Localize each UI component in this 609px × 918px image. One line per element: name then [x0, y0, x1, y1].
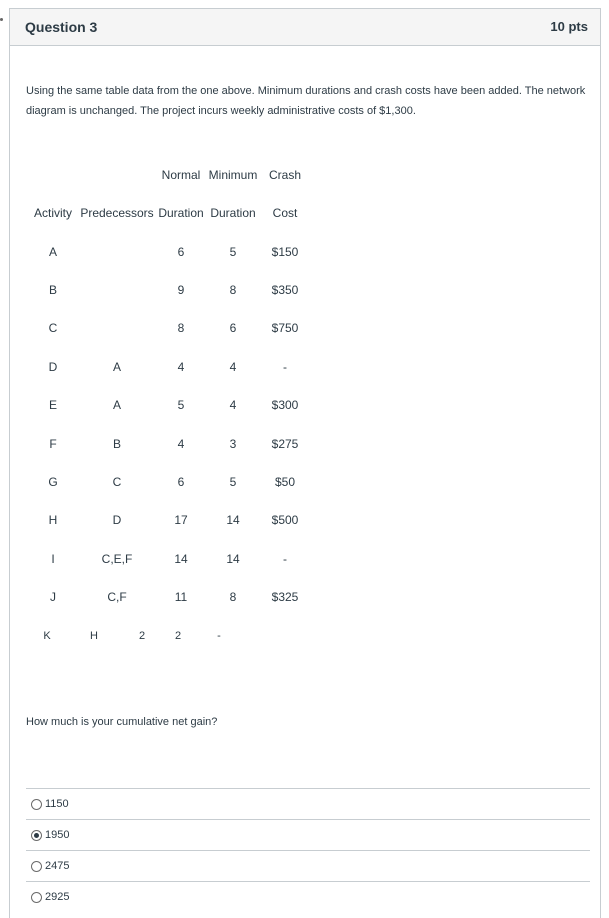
table-cell-predecessors: C,F [107, 590, 127, 604]
table-cell-activity: D [48, 360, 58, 374]
table-header-top: Minimum [208, 168, 258, 182]
table-cell-crash-cost: - [217, 630, 221, 642]
table-cell-normal-duration: 4 [177, 360, 185, 374]
table-cell-predecessors: C [112, 475, 122, 489]
table-header: Duration [158, 206, 204, 220]
radio-icon[interactable] [31, 892, 42, 903]
question-title: Question 3 [25, 19, 98, 35]
table-cell-normal-duration: 5 [177, 398, 185, 412]
table-cell-minimum-duration: 14 [226, 513, 240, 527]
radio-icon[interactable] [31, 861, 42, 872]
table-cell-crash-cost: $750 [271, 321, 299, 335]
table-cell-predecessors: H [90, 630, 98, 642]
table-header: Cost [272, 206, 298, 220]
table-cell-minimum-duration: 8 [229, 590, 237, 604]
table-cell-predecessors: A [112, 398, 122, 412]
answer-option[interactable] [26, 881, 590, 912]
question-prompt: How much is your cumulative net gain? [26, 716, 218, 728]
table-cell-normal-duration: 2 [138, 630, 146, 642]
answer-label: 1950 [45, 829, 70, 841]
table-cell-normal-duration: 17 [174, 513, 188, 527]
table-cell-normal-duration: 9 [177, 283, 185, 297]
table-cell-normal-duration: 6 [177, 475, 185, 489]
table-cell-activity: G [48, 475, 58, 489]
table-cell-crash-cost: $275 [271, 437, 299, 451]
table-header-top: Crash [268, 168, 302, 182]
table-header: Duration [210, 206, 256, 220]
table-cell-crash-cost: $325 [271, 590, 299, 604]
table-cell-normal-duration: 4 [177, 437, 185, 451]
answer-list [26, 788, 590, 912]
table-cell-crash-cost: $300 [271, 398, 299, 412]
table-cell-crash-cost: $50 [274, 475, 296, 489]
answer-label: 2475 [45, 860, 70, 872]
table-cell-activity: I [51, 552, 55, 566]
table-cell-crash-cost: - [283, 552, 287, 566]
table-cell-normal-duration: 11 [174, 590, 188, 604]
edge-marker [0, 18, 3, 21]
table-cell-minimum-duration: 14 [226, 552, 240, 566]
table-cell-activity: A [48, 245, 58, 259]
table-cell-predecessors: C,E,F [101, 552, 133, 566]
table-header-top: Normal [161, 168, 201, 182]
table-cell-minimum-duration: 8 [229, 283, 237, 297]
table-cell-crash-cost: $350 [271, 283, 299, 297]
table-cell-normal-duration: 8 [177, 321, 185, 335]
table-header: Predecessors [80, 206, 154, 220]
table-cell-minimum-duration: 5 [229, 475, 237, 489]
table-cell-minimum-duration: 4 [229, 360, 237, 374]
answer-label: 2925 [45, 891, 70, 903]
table-cell-activity: F [49, 437, 57, 451]
table-cell-minimum-duration: 5 [229, 245, 237, 259]
table-cell-activity: H [48, 513, 58, 527]
answer-option[interactable] [26, 788, 590, 819]
question-card [9, 8, 601, 918]
table-cell-minimum-duration: 4 [229, 398, 237, 412]
table-cell-minimum-duration: 2 [174, 630, 182, 642]
answer-option[interactable] [26, 819, 590, 850]
table-cell-normal-duration: 6 [177, 245, 185, 259]
table-cell-predecessors: A [112, 360, 122, 374]
table-cell-crash-cost: - [283, 360, 287, 374]
table-header: Activity [33, 206, 73, 220]
table-cell-activity: E [48, 398, 58, 412]
table-cell-predecessors: D [112, 513, 122, 527]
radio-selected-icon[interactable] [31, 830, 42, 841]
table-cell-activity: K [43, 630, 51, 642]
table-cell-crash-cost: $500 [271, 513, 299, 527]
answer-option[interactable] [26, 850, 590, 881]
table-cell-activity: B [48, 283, 58, 297]
activity-table [10, 9, 609, 709]
question-intro: Using the same table data from the one above. Minimum durations and crash costs have been added. The network diagram is unchanged. The project incurs weekly administrative costs of $1,300. [26, 85, 586, 117]
answer-label: 1150 [45, 798, 69, 810]
question-points: 10 pts [550, 19, 588, 34]
table-cell-activity: C [48, 321, 58, 335]
table-cell-minimum-duration: 6 [229, 321, 237, 335]
table-cell-predecessors: B [112, 437, 122, 451]
table-cell-crash-cost: $150 [271, 245, 299, 259]
table-cell-normal-duration: 14 [174, 552, 188, 566]
radio-icon[interactable] [31, 799, 42, 810]
table-cell-activity: J [50, 590, 56, 604]
table-cell-minimum-duration: 3 [229, 437, 237, 451]
